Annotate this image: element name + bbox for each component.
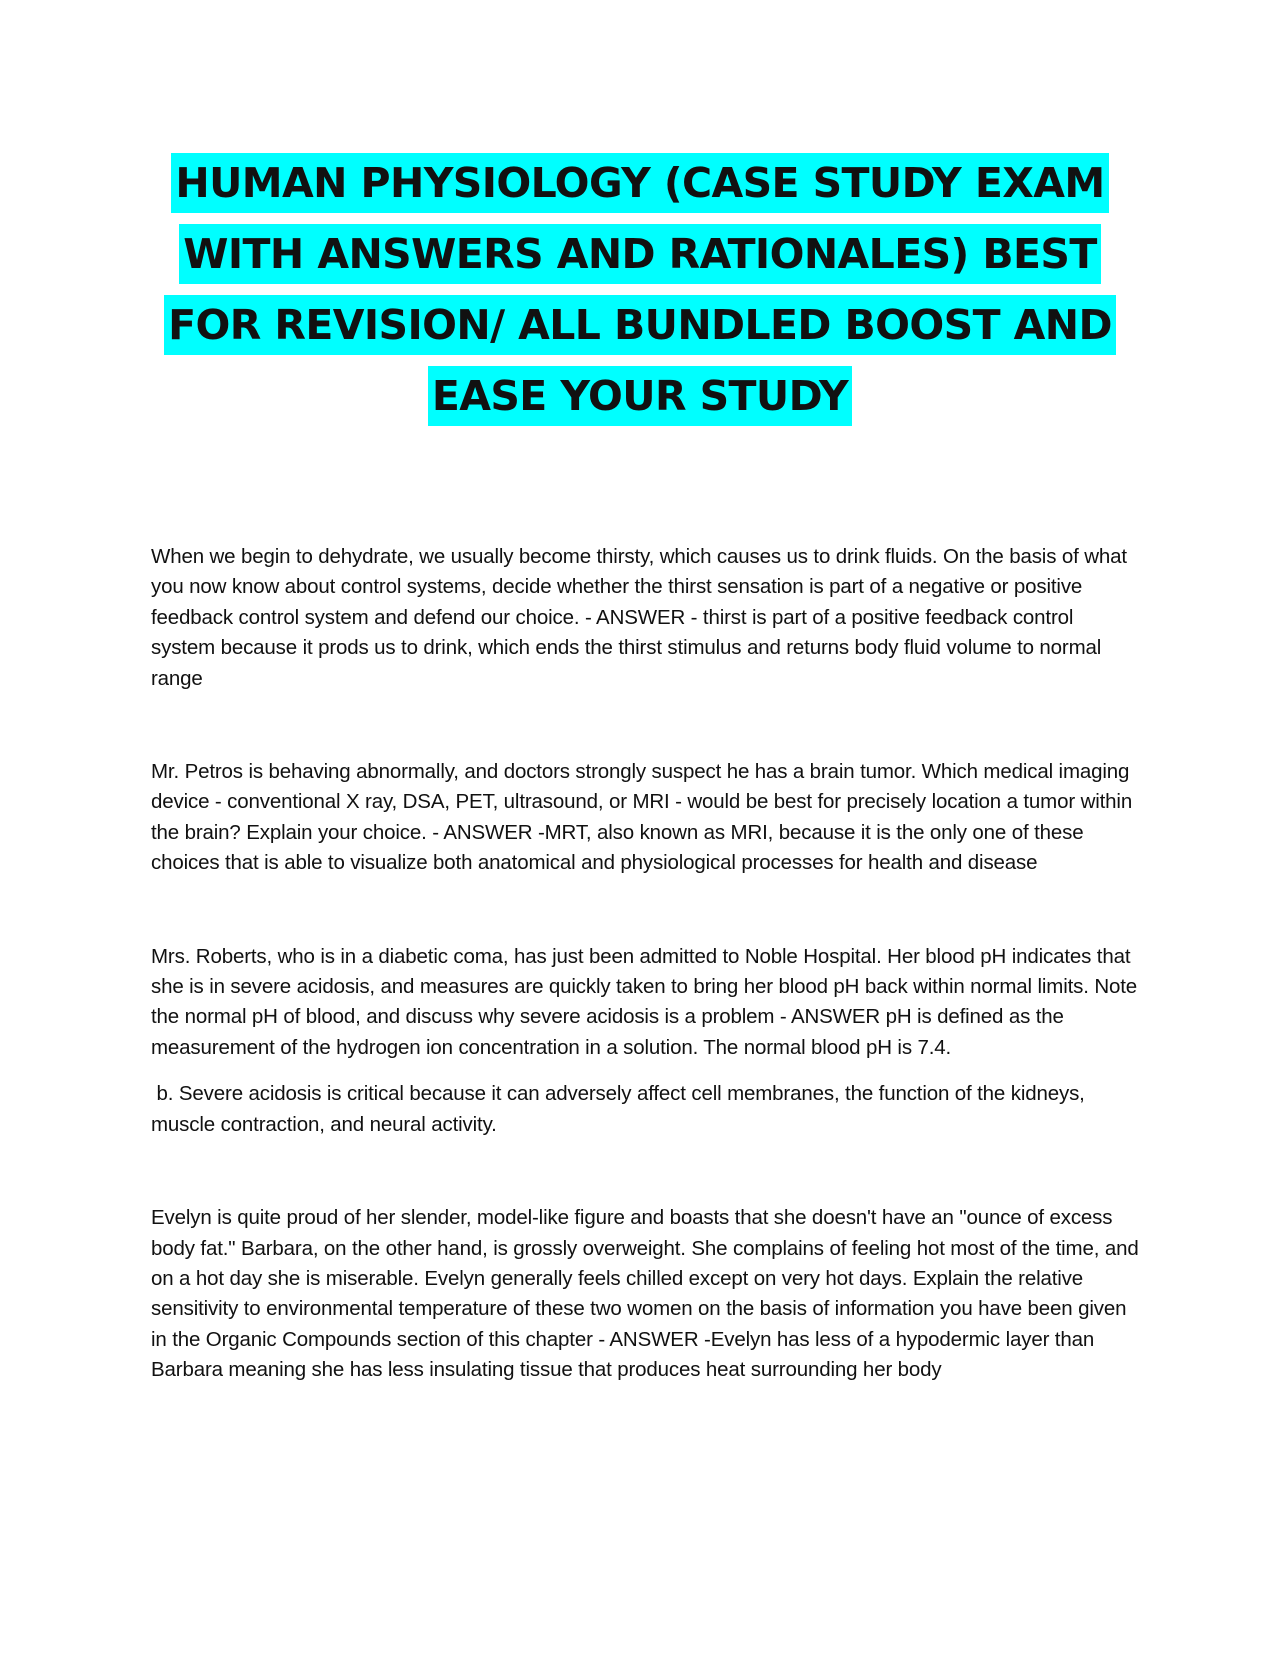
document-title-text: HUMAN PHYSIOLOGY (CASE STUDY EXAM WITH ANSWERS AND RATIONALES) BEST FOR REVISION/ ALL BUNDLED BOOST AND EASE YOUR STUDY [164,153,1116,426]
paragraph-spacer [151,1140,1141,1203]
answer-acidosis-part-b: b. Severe acidosis is critical because it can adversely affect cell membranes, the function of the kidneys, muscle contraction, and neural activity. [151,1082,1091,1136]
paragraph-spacer [151,694,1141,757]
question-brain-tumor: Mr. Petros is behaving abnormally, and doctors strongly suspect he has a brain tumor. Which medical imaging device - conventional X ray, DSA, PET, ultrasound, or MRI - would be best for precisely location a tumor within the brain? Explain your choice. - ANSWER -MRT, also known as MRI, because it is the only one of these choices that is able to visualize both anatomical and physiological processes for health and disease [151,760,1133,875]
question-acidosis: Mrs. Roberts, who is in a diabetic coma, has just been admitted to Noble Hospital. Her blood pH indicates that she is in severe acidosis, and measures are quickly taken to bring her blood pH back within normal limits. Note the normal pH of blood, and discuss why severe acidosis is a problem - ANSWER pH is defined as the measurement of the hydrogen ion concentration in a solution. The normal blood pH is 7.4. [151,944,1138,1059]
document-body [151,542,1141,1386]
question-body-fat: Evelyn is quite proud of her slender, model-like figure and boasts that she doesn't have an "ounce of excess body fat." Barbara, on the other hand, is grossly overweight. She complains of feeling hot most of the time, and on a hot day she is miserable. Evelyn generally feels chilled except on very hot days. Explain the relative sensitivity to environmental temperature of these two women on the basis of information you have been given in the Organic Compounds section of this chapter - ANSWER -Evelyn has less of a hypodermic layer than Barbara meaning she has less insulating tissue that produces heat surrounding her body [151,1206,1139,1382]
paragraph-spacer [151,1063,1141,1079]
document-title [150,148,1130,432]
question-thirst: When we begin to dehydrate, we usually become thirsty, which causes us to drink fluids. On the basis of what you now know about control systems, decide whether the thirst sensation is part of a negative or positive feedback control system and defend our choice. - ANSWER - thirst is part of a positive feedback control system because it prods us to drink, which ends the thirst stimulus and returns body fluid volume to normal range [151,545,1127,690]
paragraph-spacer [151,879,1141,942]
